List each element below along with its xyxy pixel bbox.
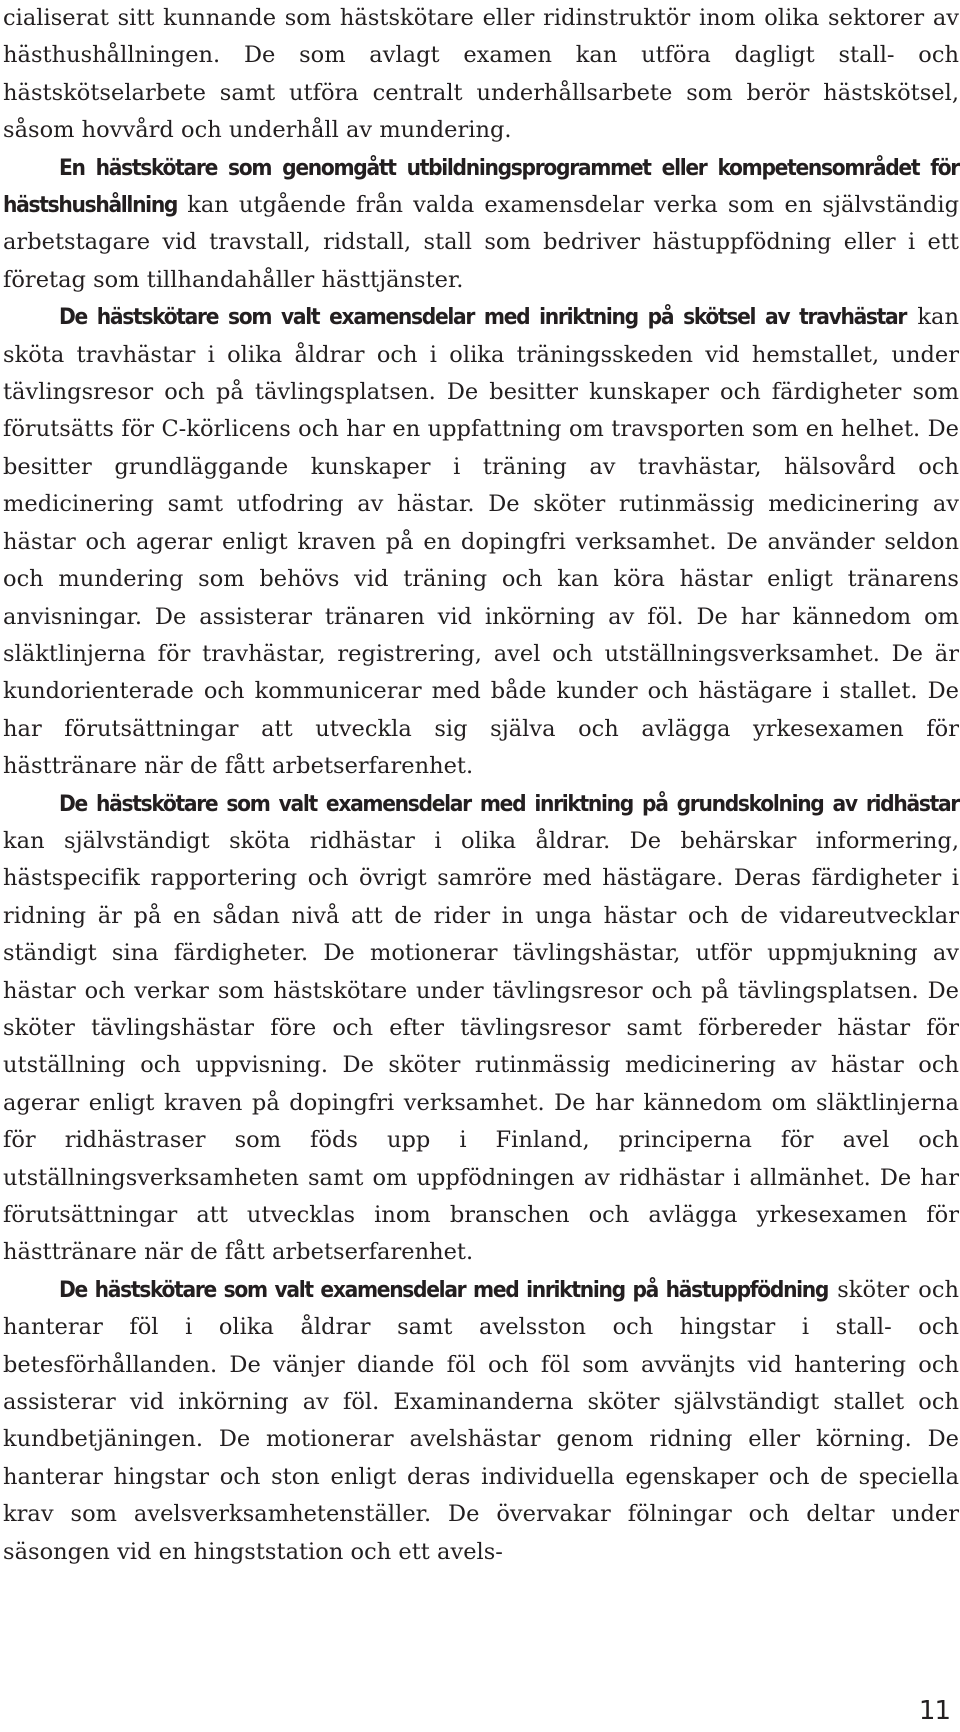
paragraph-lead: De hästskötare som valt examensdelar med inriktning på skötsel av travhästar bbox=[59, 304, 907, 331]
paragraph-text: sköter och hanterar föl i olika åldrar samt avelsston och hingstar i stall- och betesförhållanden. De vänjer diande föl och föl som avvänjts vid hantering och assisterar vid inkörning av föl. Examinanderna sköter självständigt stallet och kundbetjäningen. De motionerar avelshästar genom ridning eller körning. De hanterar hingstar och ston enligt deras individuella egenskaper och de speciella krav som avelsverksamhetenställer. De övervakar fölningar och deltar under säsongen vid en hingststation och ett avels- bbox=[3, 1276, 959, 1565]
paragraph-text: cialiserat sitt kunnande som hästskötare eller ridinstruktör inom olika sektorer av hästhushållningen. De som avlagt examen kan utföra dagligt stall- och hästskötselarbete samt utföra centralt underhållsarbete som berör hästskötsel, såsom hovvård och underhåll av mundering. bbox=[3, 5, 959, 144]
paragraph-text: kan självständigt sköta ridhästar i olika åldrar. De behärskar informering, hästspecifik rapportering och övrigt samröre med hästägare. Deras färdigheter i ridning är på en sådan nivå att de rider in unga hästar och de vidareutvecklar ständigt sina färdigheter. De motionerar tävlingshästar, utför uppmjukning av hästar och verkar som hästskötare under tävlingsresor och på tävlingsplatsen. De sköter tävlingshästar före och efter tävlingsresor samt förbereder hästar för utställning och uppvisning. De sköter rutinmässig medicinering av hästar och agerar enligt kraven på dopingfri verksamhet. De har kännedom om släktlinjerna för ridhästraser som föds upp i Finland, principerna för avel och utställningsverksamheten samt om uppfödningen av ridhästar i allmänhet. De har förutsättningar att utvecklas inom branschen och avlägga yrkesexamen för hästtränare när de fått arbetserfarenhet. bbox=[3, 827, 959, 1266]
paragraph-continuation bbox=[3, 0, 959, 150]
paragraph-lead: De hästskötare som valt examensdelar med inriktning på hästuppfödning bbox=[59, 1276, 829, 1303]
paragraph-text: kan sköta travhästar i olika åldrar och i olika träningsskeden vid hemstallet, under tävlingsresor och på tävlingsplatsen. De besitter kunskaper och färdigheter som förutsätts för C-körlicens och har en uppfattning om travsporten som en helhet. De besitter grundläggande kunskaper i träning av travhästar, hälsovård och medicinering samt utfodring av hästar. De sköter rutinmässig medicinering av hästar och agerar enligt kraven på en dopingfri verksamhet. De använder seldon och mundering som behövs vid träning och kan köra hästar enligt tränarens anvisningar. De assisterar tränaren vid inkörning av föl. De har kännedom om släktlinjerna för travhästar, registrering, avel och utställningsverksamhet. De är kundorienterade och kommunicerar med både kunder och hästägare i stallet. De har förutsättningar att utveckla sig själva och avlägga yrkesexamen för hästtränare när de fått arbetserfarenhet. bbox=[3, 304, 959, 780]
paragraph-text: kan utgående från valda examensdelar verka som en självständig arbetstagare vid travstall, ridstall, stall som bedriver hästuppfödning eller i ett företag som tillhandahåller hästtjänster. bbox=[3, 192, 959, 293]
paragraph-lead: De hästskötare som valt examensdelar med inriktning på grundskolning av ridhästar bbox=[59, 790, 959, 817]
paragraph-hastskotare-general bbox=[3, 150, 959, 300]
paragraph-lead: En hästskötare som genomgått utbildningsprogrammet eller kompetensområdet för hästshushållning bbox=[3, 154, 959, 219]
paragraph-ridhastar bbox=[3, 786, 959, 1272]
page-number: 11 bbox=[918, 1696, 950, 1726]
paragraph-travhastar bbox=[3, 299, 959, 785]
body-text bbox=[3, 0, 959, 1571]
paragraph-hastuppfodning bbox=[3, 1272, 959, 1571]
